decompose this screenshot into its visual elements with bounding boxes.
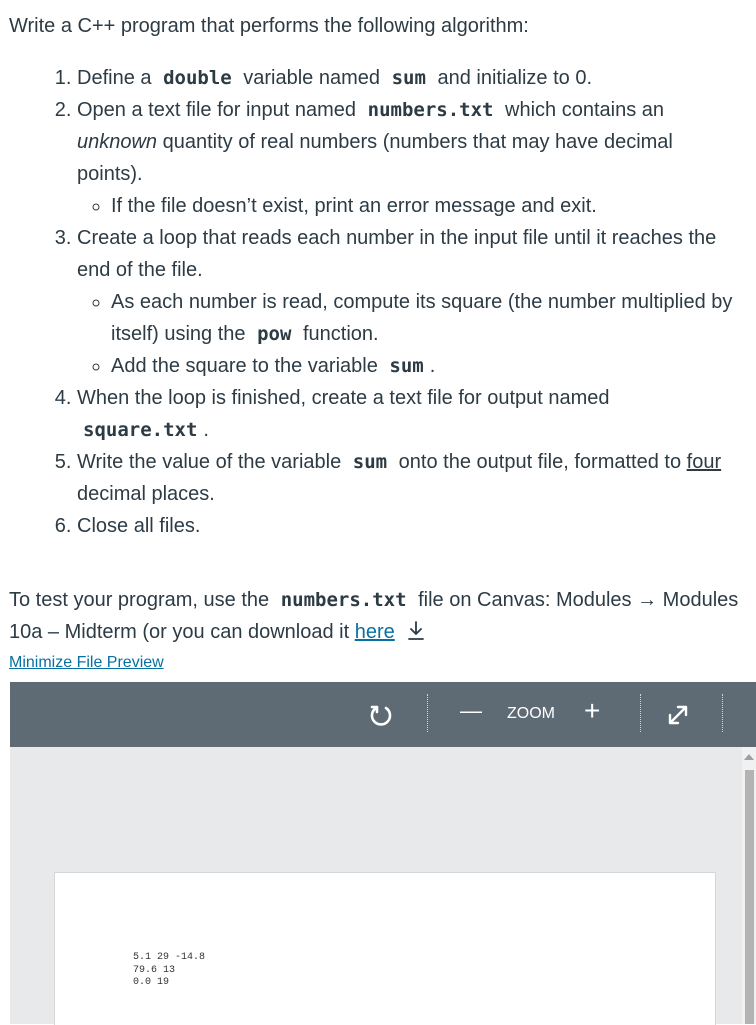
step-text: Open a text file for input named [77, 99, 357, 121]
rotate-icon[interactable] [368, 702, 394, 733]
step-text: variable named [243, 67, 381, 89]
step-text: Write the value of the variable [77, 451, 342, 473]
code-pow: pow [257, 323, 292, 345]
toolbar-divider [640, 694, 641, 732]
toolbar-divider [427, 694, 428, 732]
expand-icon[interactable] [666, 703, 690, 732]
step-text: Close all files. [77, 515, 201, 537]
step-1 [77, 62, 742, 94]
step-text: decimal places. [77, 483, 215, 505]
download-link[interactable]: here [354, 621, 395, 643]
step-text: . [203, 419, 209, 441]
code-filename: numbers.txt [367, 99, 494, 121]
scroll-thumb[interactable] [745, 770, 754, 1024]
steps-list [0, 62, 742, 542]
underlined-text: four [686, 451, 722, 473]
step-text: quantity of real numbers (numbers that may have decimal points). [77, 131, 673, 185]
step-text: onto the output file, formatted to [398, 451, 682, 473]
minimize-file-preview-link[interactable]: Minimize File Preview [9, 654, 164, 671]
file-content: 5.1 29 -14.8 79.6 13 0.0 19 [133, 952, 206, 988]
test-instructions [9, 584, 749, 648]
sub-step [111, 350, 742, 382]
preview-toolbar [10, 682, 756, 747]
assignment-heading: Write a C++ program that performs the following algorithm: [9, 15, 529, 37]
zoom-in-button[interactable]: + [584, 695, 601, 726]
step-text: which contains an [505, 99, 665, 121]
code-filename: numbers.txt [280, 589, 407, 611]
step-text: When the loop is finished, create a text file for output named [77, 387, 610, 409]
step-text: Create a loop that reads each number in the input file until it reaches the end of the file. [77, 227, 717, 281]
sub-step: ◦ If the file doesn’t exist, print an error message and exit. [111, 190, 742, 222]
step-text: function. [302, 323, 379, 345]
step-3 [77, 222, 742, 382]
download-arrow-icon[interactable] [406, 620, 426, 642]
document-page [54, 872, 716, 1025]
code-filename: square.txt [83, 419, 198, 441]
emphasis-text: unknown [77, 131, 158, 153]
code-double: double [163, 67, 232, 89]
step-5 [77, 446, 742, 510]
step-text: Define a [77, 67, 152, 89]
test-text: To test your program, use the [9, 589, 270, 611]
code-sum: sum [389, 355, 424, 377]
toolbar-divider [722, 694, 723, 732]
sub-step [111, 286, 742, 350]
step-6 [77, 510, 742, 542]
code-sum: sum [391, 67, 426, 89]
step-4 [77, 382, 742, 446]
step-text: Add the square to the variable [111, 355, 378, 377]
step-2 [77, 94, 742, 222]
step-text: As each number is read, compute its square (the number multiplied by itself) using the [111, 291, 733, 345]
sub-list [77, 286, 742, 382]
zoom-label: ZOOM [507, 705, 555, 722]
zoom-out-button[interactable]: — [460, 698, 482, 723]
test-text: file on Canvas: Modules → Modules 10a – Midterm (or you can download it [9, 589, 739, 643]
scroll-up-arrow-icon[interactable] [744, 754, 754, 760]
step-text: and initialize to 0. [437, 67, 593, 89]
sub-list [77, 190, 742, 222]
step-text: . [429, 355, 436, 377]
code-sum: sum [352, 451, 388, 473]
